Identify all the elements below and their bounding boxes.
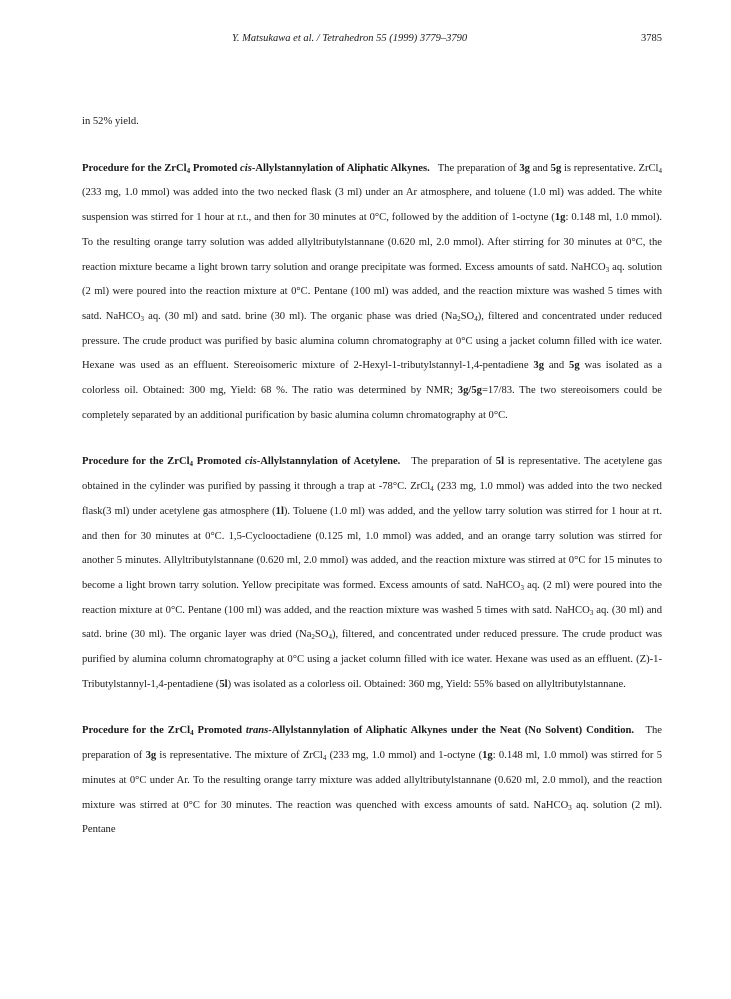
section-heading: Procedure for the ZrCl$_4$ Promoted trans-Allylstannylation of Aliphatic Alkynes under the Neat (No Solvent) Condition. [82, 725, 635, 738]
procedure-paragraph [82, 157, 662, 429]
journal-citation: Y. Matsukawa et al. / Tetrahedron 55 (1999) 3779–3790 [232, 33, 468, 44]
section-heading: Procedure for the ZrCl$_4$ Promoted cis-Allylstannylation of Acetylene. [82, 456, 401, 469]
procedure-paragraph [82, 450, 662, 697]
section-body: The preparation of 5l is representative. The acetylene gas obtained in the cylinder was purified by passing it through a trap at -78°C. ZrCl$_4$ (233 mg, 1.0 mmol) was added into the two necked flask(3 ml) under acetylene gas atmosphere (1l). Toluene (1.0 ml) was added, and the yellow tarry solution was stirred for 1 hour at rt. and then for 30 minutes at 0°C. 1,5-Cyclooctadiene (0.125 ml, 1.0 mmol) was added, and an orange tarry solution was stirred for another 5 minutes. Allyltributylstannane (0.620 ml, 2.0 mmol) was added, and the reaction mixture was stirred at 0°C for 15 minutes to become a light brown tarry solution. Yellow precipitate was formed. Excess amounts of satd. NaHCO$_3$ aq. (2 ml) were poured into the reaction mixture at 0°C. Pentane (100 ml) was added, and the reaction mixture was washed 5 times with satd. NaHCO$_3$ aq. (30 ml) and satd. brine (30 ml). The organic layer was dried $(Na_2SO_4)$, filtered, and concentrated under reduced pressure. The crude product was purified by alumina column chromatography at 0°C using a jacket column filled with ice water. Hexane was used as an effluent. (Z)-1-Tributylstannyl-1,4-pentadiene (5l) was isolated as a colorless oil. Obtained: 360 mg, Yield: 55% based on allyltributylstannane. [82, 456, 662, 690]
procedure-paragraph [82, 719, 662, 843]
section-body: The preparation of 3g is representative. The mixture of ZrCl$_4$ (233 mg, 1.0 mmol) and 1-octyne (1g: 0.148 ml, 1.0 mmol) was stirred for 5 minutes at 0°C under Ar. To the resulting orange tarry mixture was added allyltributylstannane (0.620 ml, 2.0 mmol), and the reaction mixture was stirred at 0°C for 30 minutes. The reaction was quenched with excess amounts of satd. NaHCO$_3$ aq. solution (2 ml). Pentane [82, 725, 663, 836]
intro-fragment: in 52% yield. [82, 116, 139, 127]
article-body [82, 110, 662, 843]
section-body: The preparation of 3g and 5g is representative. ZrCl$_4$ (233 mg, 1.0 mmol) was added into the two necked flask (3 ml) under an Ar atmosphere, and toluene (1.0 ml) was added. The white suspension was stirred for 1 hour at r.t., and then for 30 minutes at 0°C, followed by the addition of 1-octyne (1g: 0.148 ml, 1.0 mmol). To the resulting orange tarry solution was added allyltributylstannane (0.620 ml, 2.0 mmol). After stirring for 30 minutes at 0°C, the reaction mixture became a light brown tarry solution and orange precipitate was formed. Excess amounts of satd. NaHCO$_3$ aq. solution (2 ml) were poured into the reaction mixture at 0°C. Pentane (100 ml) was added, and the reaction mixture was washed 5 times with satd. NaHCO$_3$ aq. (30 ml) and satd. brine (30 ml). The organic phase was dried $(Na_2SO_4)$, filtered and concentrated under reduced pressure. The crude product was purified by basic alumina column chromatography at 0°C using a jacket column filled with ice water. Hexane was used as an effluent. Stereoisomeric mixture of 2-Hexyl-1-tributylstannyl-1,4-pentadiene 3g and 5g was isolated as a colorless oil. Obtained: 300 mg, Yield: 68 %. The ratio was determined by NMR; 3g/5g=17/83. The two stereoisomers could be completely separated by an additional purification by basic alumina column chromatography at 0°C. [82, 162, 663, 421]
running-header [82, 33, 662, 49]
section-heading: Procedure for the ZrCl$_4$ Promoted cis-Allylstannylation of Aliphatic Alkynes. [82, 162, 430, 175]
page-number: 3785 [641, 33, 662, 44]
